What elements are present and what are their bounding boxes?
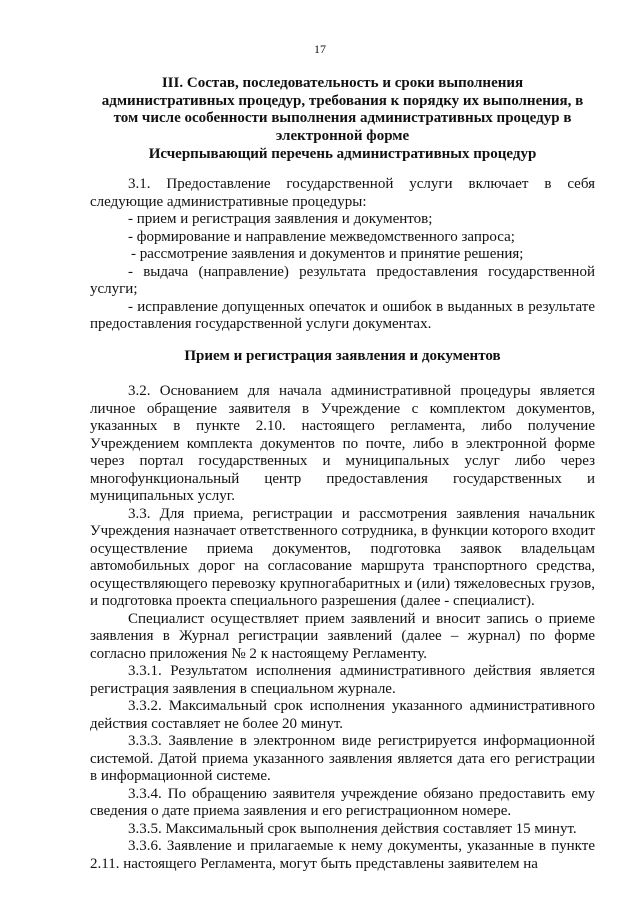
section-body (90, 383, 595, 873)
paragraph: 3.3.5. Максимальный срок выполнения действия составляет 15 минут. (128, 820, 577, 837)
paragraph: 3.2. Основанием для начала административной процедуры является личное обращение заявителя в Учреждение с комплектом документов, указанных в пункте 2.10. настоящего регламента, либо получение Учреждением комплекта документов по почте, либо в электронной форме через портал государственных и муниципальных услуг либо через многофункциональный центр предоставления государственных и муниципальных услуг. (90, 383, 595, 504)
heading-line: электронной форме (275, 127, 410, 144)
paragraph: 3.1. Предоставление государственной услуги включает в себя следующие административные процедуры: (90, 176, 595, 210)
list-item: - формирование и направление межведомственного запроса; (128, 228, 515, 245)
list-item: - прием и регистрация заявления и документов; (128, 211, 433, 227)
heading-subtitle: Исчерпывающий перечень административных процедур (148, 146, 537, 162)
list-item: - выдача (направление) результата предоставления государственной услуги; (90, 263, 595, 297)
paragraph: 3.3.1. Результатом исполнения административного действия является регистрация заявления в специальном журнале. (90, 663, 595, 697)
chapter-heading (90, 75, 595, 164)
paragraph: 3.3. Для приема, регистрации и рассмотрения заявления начальник Учреждения назначает ответственного сотрудника, в функции которого входит осуществление приема документов, подготовка заявок владельцам автомобильных дорог на согласование маршрута транспортного средства, осуществляющего перевозку крупногабаритных и (или) тяжеловесных грузов, и подготовка проекта специального разрешения (далее - специалист). (90, 505, 595, 609)
paragraph: 3.3.2. Максимальный срок исполнения указанного административного действия составляет не более 20 минут. (90, 698, 595, 732)
heading-line: административных процедур, требования к порядку их выполнения, в (101, 92, 584, 109)
section-title: Прием и регистрация заявления и документов (184, 348, 501, 364)
heading-line: III. Состав, последовательность и сроки выполнения (161, 75, 524, 91)
page-number: 17 (314, 42, 326, 56)
paragraph: 3.3.6. Заявление и прилагаемые к нему документы, указанные в пункте 2.11. настоящего Регламента, могут быть представлены заявителем на (90, 838, 595, 872)
paragraph: 3.3.3. Заявление в электронном виде регистрируется информационной системой. Датой приема указанного заявления является дата его регистрации в информационной системе. (90, 733, 595, 784)
paragraph: 3.3.4. По обращению заявителя учреждение обязано предоставить ему сведения о дате приема заявления и его регистрационном номере. (90, 785, 595, 819)
intro-block (90, 176, 595, 334)
heading-line: том числе особенности выполнения административных процедур в (113, 110, 572, 126)
list-item: - исправление допущенных опечаток и ошибок в выданных в результате предоставления государственной услуги документах. (90, 298, 595, 332)
paragraph: Специалист осуществляет прием заявлений и вносит запись о приеме заявления в Журнал регистрации заявлений (далее – журнал) по форме согласно приложения № 2 к настоящему Регламенту. (90, 610, 595, 662)
list-item: - рассмотрение заявления и документов и принятие решения; (131, 246, 524, 262)
